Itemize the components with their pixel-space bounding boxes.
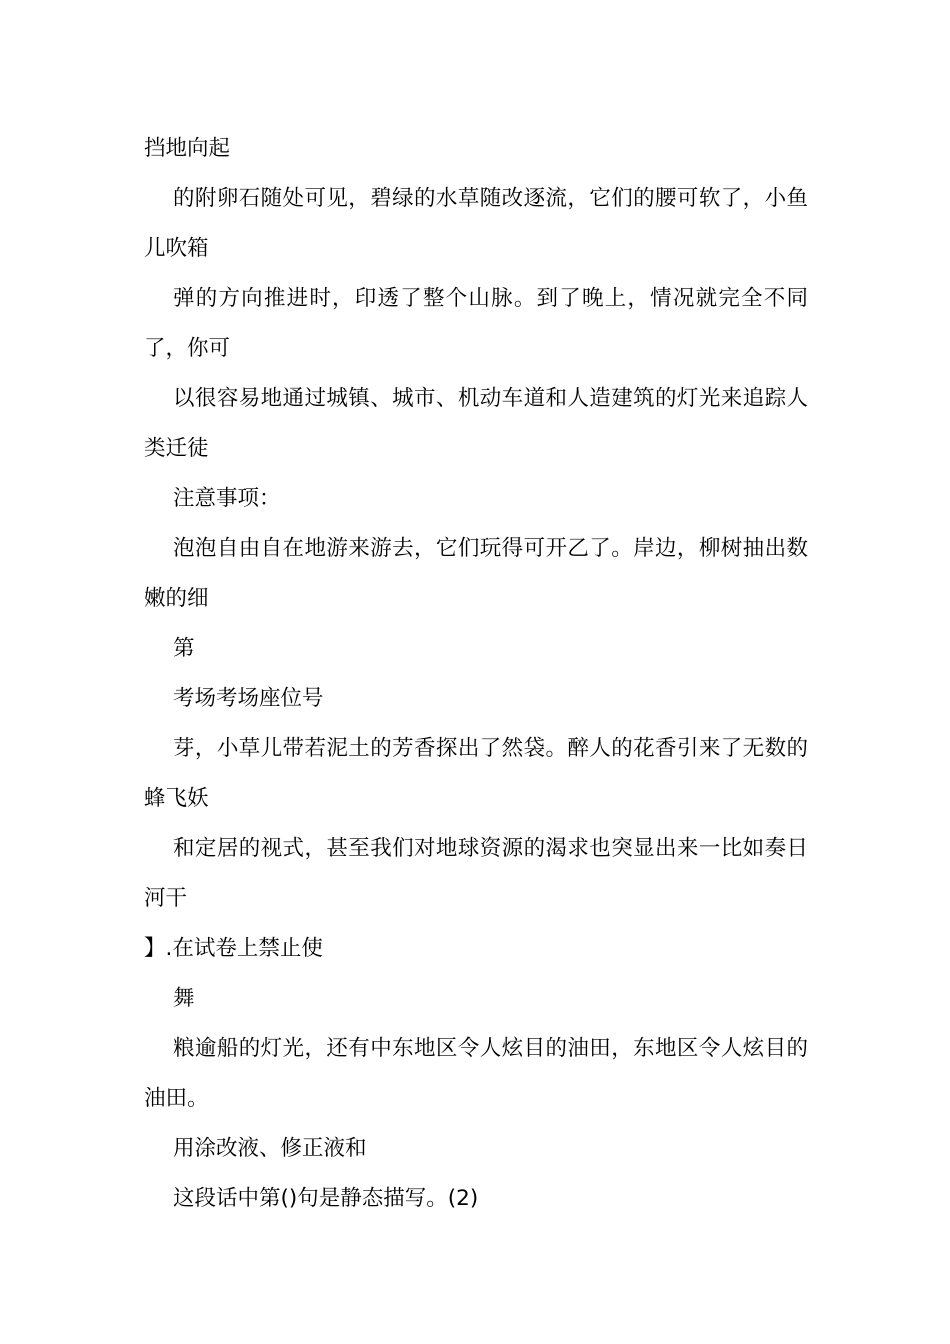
paragraph-3: 弹的方向推进时，印透了整个山脉。到了晚上，情况就完全不同了，你可 [144, 286, 808, 361]
paragraph-15: 这段话中第()句是静态描写。(2) [173, 1186, 479, 1211]
document-body [144, 124, 808, 1224]
paragraph-12: 舞 [173, 986, 195, 1011]
paragraph-1: 挡地向起 [144, 136, 231, 161]
paragraph-4: 以很容易地通过城镇、城市、机动车道和人造建筑的灯光来追踪人类迁徒 [144, 386, 808, 461]
paragraph-13: 粮逾船的灯光，还有中东地区令人炫目的油田，东地区令人炫目的油田。 [144, 1036, 808, 1111]
paragraph-8: 考场考场座位号 [173, 686, 324, 711]
paragraph-14: 用涂改液、修正液和 [173, 1136, 367, 1161]
paragraph-6: 泡泡自由自在地游来游去，它们玩得可开乙了。岸边，柳树抽出数嫩的细 [144, 536, 808, 611]
paragraph-10: 和定居的视式，甚至我们对地球资源的渴求也突显出来一比如奏日河干 [144, 836, 808, 911]
paragraph-5: 注意事项： [173, 486, 281, 511]
paragraph-9: 芽，小草儿带若泥土的芳香探出了然袋。醉人的花香引来了无数的蜂飞妖 [144, 736, 808, 811]
paragraph-7: 第 [173, 636, 195, 661]
paragraph-11: 】.在试卷上禁止使 [144, 936, 323, 961]
paragraph-2: 的附卵石随处可见，碧绿的水草随改逐流，它们的腰可软了，小鱼儿吹箱 [144, 186, 808, 261]
